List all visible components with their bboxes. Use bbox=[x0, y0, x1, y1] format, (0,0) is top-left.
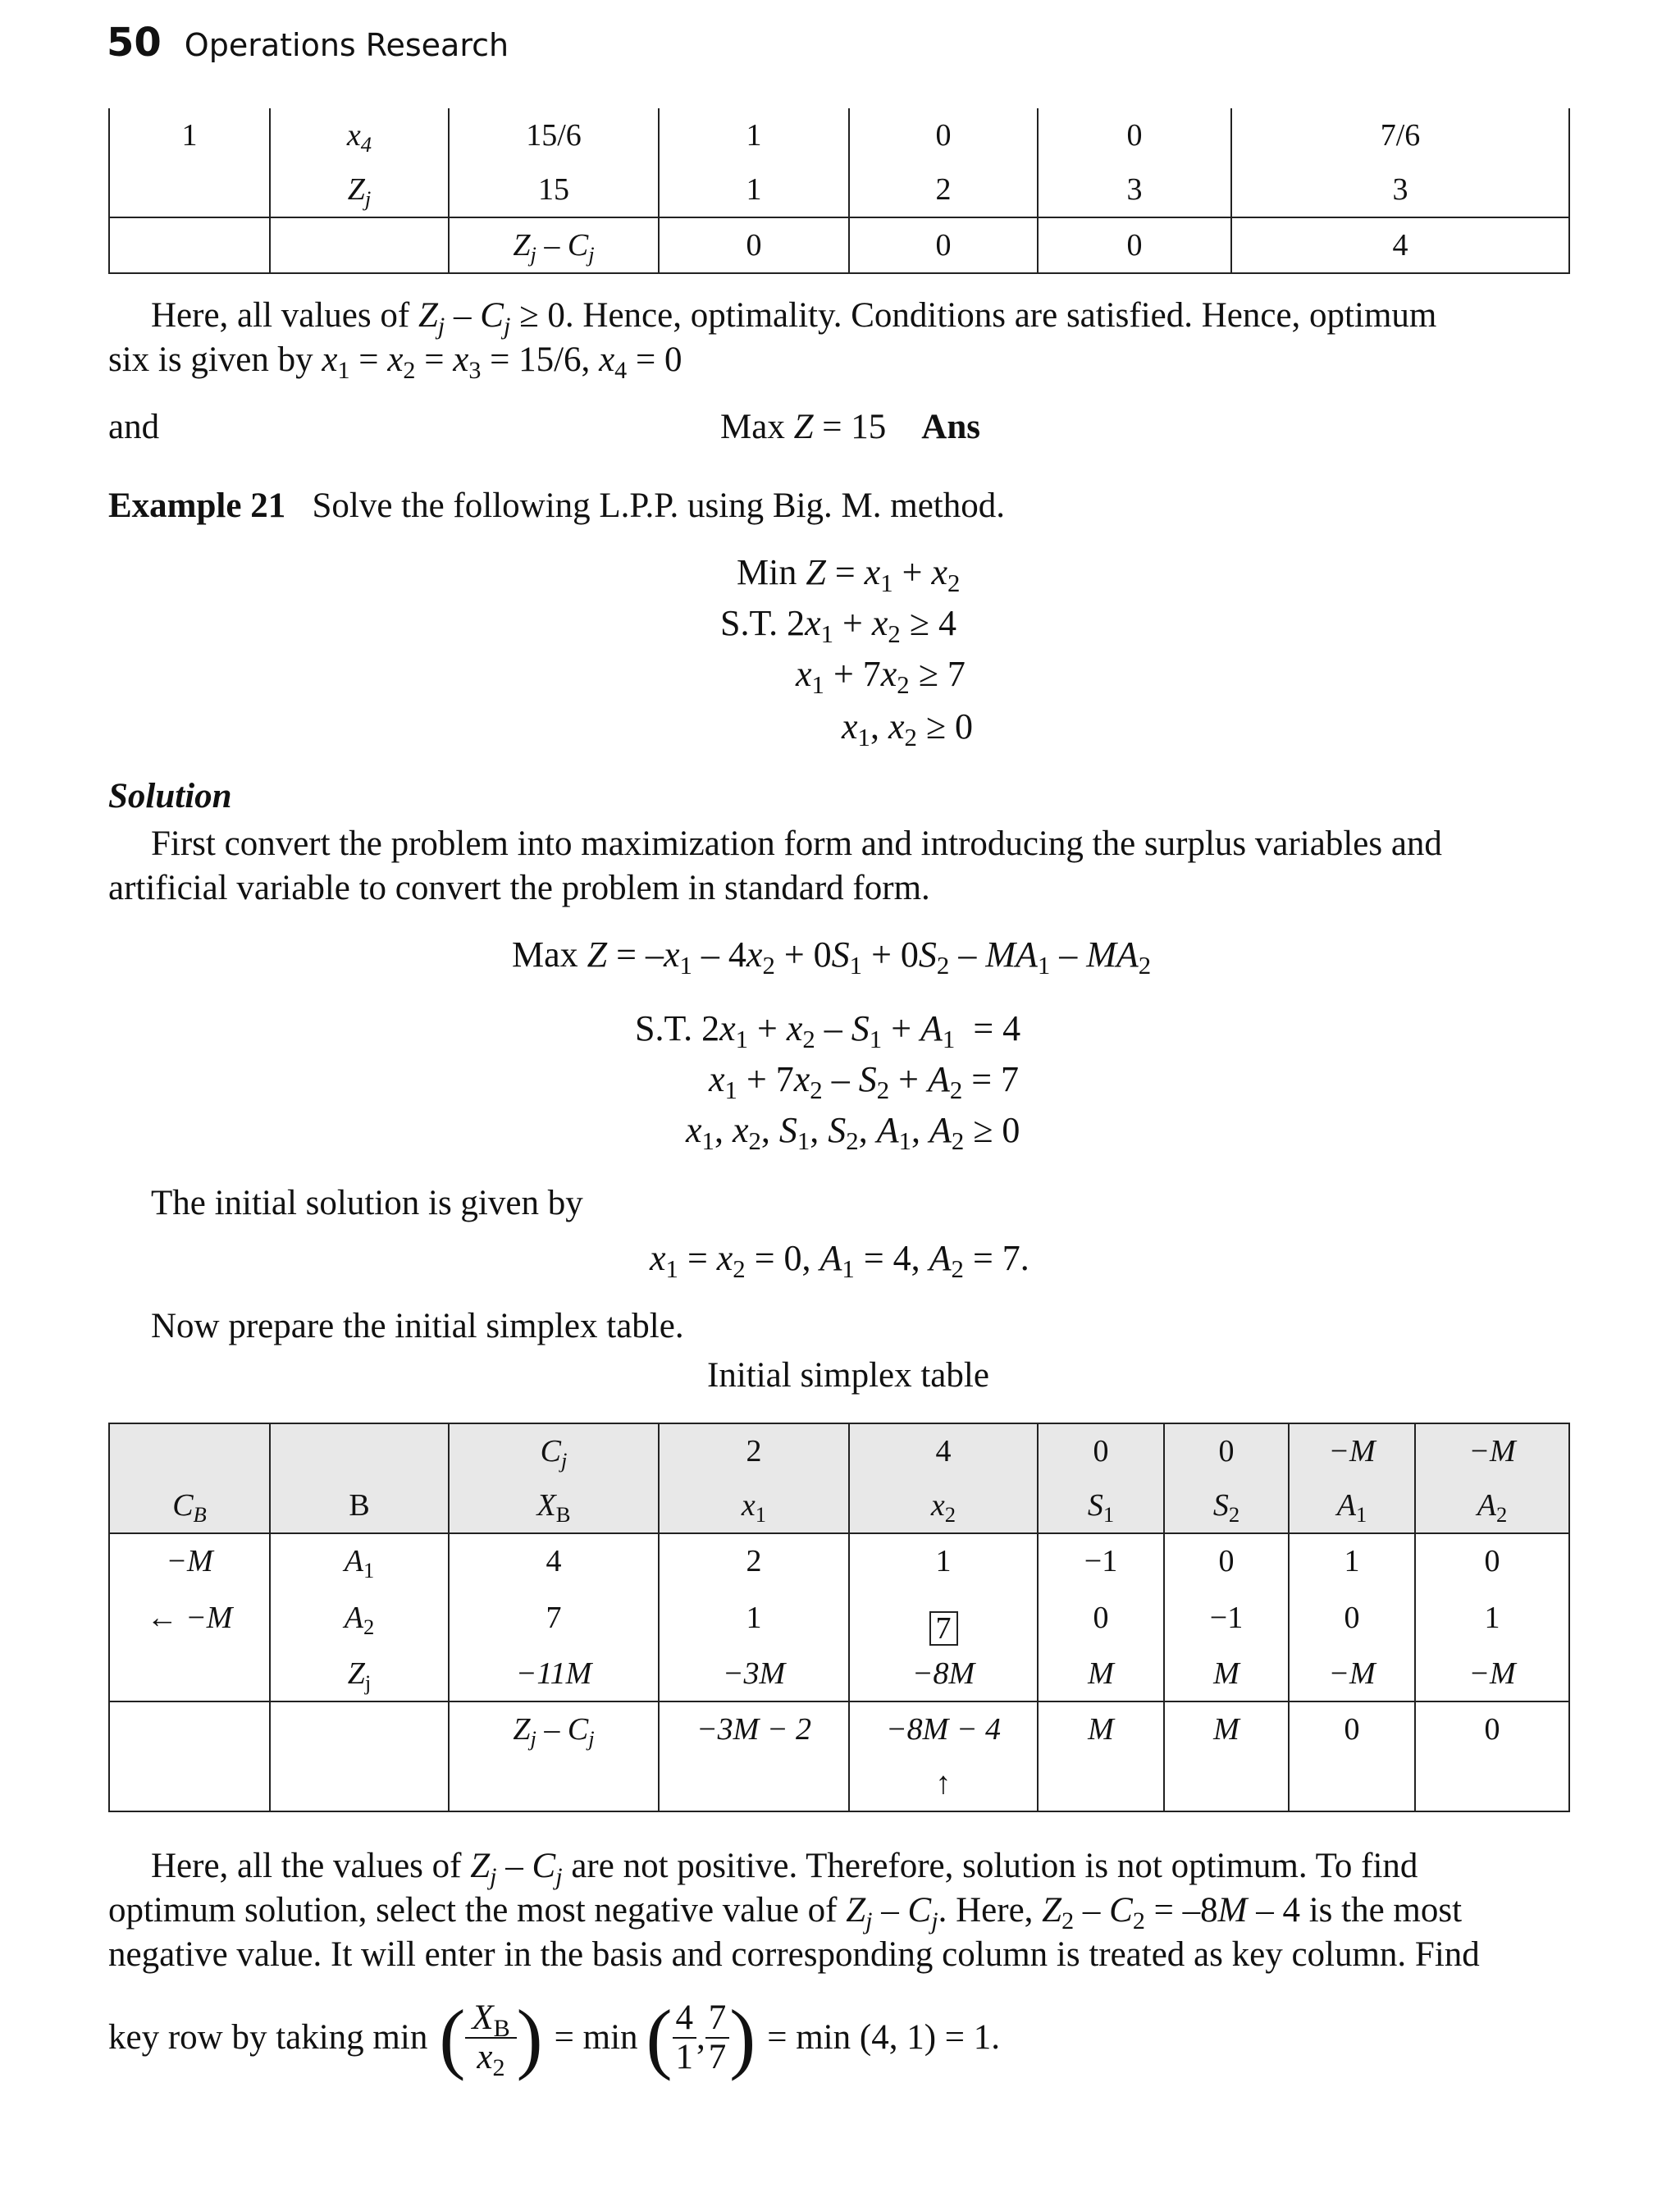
max-z-result: Max Z = 15 Ans bbox=[720, 408, 980, 446]
prepare-text: Now prepare the initial simplex table. bbox=[151, 1307, 684, 1345]
table-row: ← −M $A_2$ 7 1 7 0 −1 0 1 bbox=[109, 1588, 1569, 1647]
table-row: $Z_j$ 15 1 2 3 3 bbox=[109, 162, 1569, 217]
initial-simplex-table bbox=[108, 1423, 1570, 1812]
standard-constraint-1: S.T. $2x_1 + x_2 - S_1 + A_1 = 4$ bbox=[635, 1008, 1021, 1054]
table-row: $Z_j - C_j$ 0 0 0 4 bbox=[109, 217, 1569, 273]
para2-line3: negative value. It will enter in the basis and corresponding column is treated as key column. Find bbox=[108, 1935, 1480, 1974]
standard-constraint-2: $x_1 + 7x_2 - S_2 + A_2 = 7$ bbox=[709, 1059, 1020, 1105]
key-row-marker: ← −M bbox=[109, 1588, 270, 1647]
cj-row: $C_j$ 2 4 0 0 −M −M bbox=[109, 1423, 1569, 1478]
solution-line2: artificial variable to convert the problem in standard form. bbox=[108, 869, 930, 907]
para2-line1: Here, all the values of $Z_j - C_j$ are not positive. Therefore, solution is not optimum. To find bbox=[151, 1847, 1418, 1891]
page-header bbox=[107, 20, 509, 66]
fraction-xb-x2: $\frac{X_B}{x_2}$ bbox=[465, 1999, 516, 2076]
key-row-formula: key row by taking min ( $\frac{X_B}{x_2}$ ) = min ( $\frac{4}{1}$ , $\frac{7}{7}$ ) = min (4, 1) = 1. bbox=[108, 1994, 1001, 2082]
problem-constraint-2: $x_1 + 7x_2 \ge 7$ bbox=[796, 654, 966, 700]
standard-objective: Max $Z = -x_1 - 4x_2 + 0S_1 + 0S_2 - MA_1 - MA_2$ bbox=[512, 934, 1152, 980]
table-row: −M $A_1$ 4 2 1 −1 0 1 0 bbox=[109, 1533, 1569, 1588]
solution-line1: First convert the problem into maximization form and introducing the surplus variables and bbox=[151, 824, 1442, 863]
para1-line1: Here, all values of $Z_j - C_j \ge 0$. Hence, optimality. Conditions are satisfied. Hence, optimum bbox=[151, 296, 1437, 340]
arrow-row bbox=[109, 1756, 1569, 1811]
zj-cj-row: $Z_j - C_j$ −3M − 2 −8M − 4 M M 0 0 bbox=[109, 1701, 1569, 1756]
key-column-arrow: ↑ bbox=[849, 1756, 1038, 1811]
and-word: and bbox=[108, 408, 160, 446]
initial-text: The initial solution is given by bbox=[151, 1184, 583, 1222]
key-row-result: = min (4, 1) = 1. bbox=[767, 2018, 1001, 2057]
solution-heading: Solution bbox=[108, 777, 232, 815]
problem-objective: Min $Z = x_1 + x_2$ bbox=[737, 552, 961, 598]
key-element: 7 bbox=[929, 1611, 958, 1646]
table-caption: Initial simplex table bbox=[707, 1356, 989, 1395]
problem-nonneg: $x_1$, $x_2 \ge 0$ bbox=[842, 706, 974, 752]
standard-nonneg: $x_1$, $x_2$, $S_1$, $S_2$, $A_1$, $A_2 \ge 0$ bbox=[686, 1110, 1020, 1156]
example-label: Example 21 bbox=[108, 486, 286, 525]
fraction-7-7: $\frac{7}{7}$ bbox=[705, 1999, 730, 2076]
key-row-prefix: key row by taking min bbox=[108, 2018, 428, 2057]
initial-values: $x_1 = x_2 = 0$, $A_1 = 4$, $A_2 = 7$. bbox=[650, 1238, 1029, 1284]
para2-line2: optimum solution, select the most negative value of $Z_j - C_j$. Here, $Z_2 - C_2 = -8M - 4$ is the most bbox=[108, 1891, 1463, 1935]
example-heading bbox=[108, 484, 1005, 528]
page-number: 50 bbox=[107, 20, 162, 66]
book-title: Operations Research bbox=[184, 27, 509, 63]
header-row: $C_B$ B $X_B$ $x_1$ $x_2$ $S_1$ $S_2$ $A_1$ $A_2$ bbox=[109, 1478, 1569, 1533]
previous-simplex-table bbox=[108, 108, 1570, 274]
para1-line2: six is given by $x_1 = x_2 = x_3 = 15/6$, $x_4 = 0$ bbox=[108, 340, 682, 385]
table-row: 1 $x_4$ 15/6 1 0 0 7/6 bbox=[109, 108, 1569, 162]
zj-row: $Z_j$ −11M −3M −8M M M −M −M bbox=[109, 1647, 1569, 1701]
problem-constraint-1: S.T. $2x_1 + x_2 \ge 4$ bbox=[720, 603, 956, 649]
example-statement: Solve the following L.P.P. using Big. M. method. bbox=[312, 486, 1005, 525]
fraction-4-1: $\frac{4}{1}$ bbox=[673, 1999, 697, 2076]
